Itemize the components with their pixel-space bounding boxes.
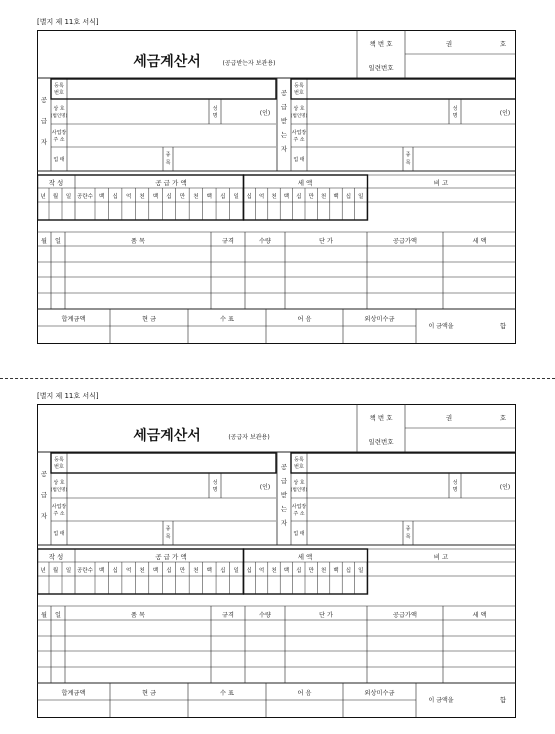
book-number-field[interactable] <box>406 405 515 428</box>
remarks-field[interactable] <box>369 563 515 593</box>
amount-column-header: 억 <box>125 568 132 574</box>
amount-column-header: 일 <box>358 194 364 200</box>
item-row-cell[interactable] <box>66 668 210 682</box>
item-row-cell[interactable] <box>368 652 442 666</box>
receiver-address-label: 사업장 <box>291 130 307 136</box>
amount-column-header: 만 <box>179 194 186 200</box>
serial-number-label: 일련번호 <box>368 438 394 446</box>
receiver-company-field[interactable] <box>308 100 448 123</box>
amount-column-header: 백 <box>152 194 159 200</box>
amount-column-header: 십 <box>220 194 226 200</box>
receiver-address-field[interactable] <box>308 499 514 520</box>
receiver-item-type-label: 종 <box>405 526 411 532</box>
receiver-address-field[interactable] <box>308 125 514 146</box>
item-row-cell[interactable] <box>444 263 515 276</box>
amount-column-header: 백 <box>206 194 212 200</box>
item-row-cell[interactable] <box>38 621 50 635</box>
receiver-reg-label: 등록 <box>294 83 304 89</box>
receiver-vertical-label: 급 <box>280 477 288 485</box>
receiver-name-label: 명 <box>452 113 458 119</box>
item-row-cell[interactable] <box>444 278 515 292</box>
receiver-company-label: 상 호 <box>293 480 305 486</box>
serial-number-label: 일련번호 <box>368 64 394 72</box>
item-row-cell[interactable] <box>368 621 442 635</box>
item-row-cell[interactable] <box>212 247 244 261</box>
item-row-cell[interactable] <box>444 668 515 682</box>
receiver-name-label: 성 <box>452 106 458 112</box>
amount-phrase: 이 금액을 <box>428 697 454 704</box>
item-row-cell[interactable] <box>38 278 50 292</box>
item-column-header: 규격 <box>222 612 234 619</box>
supplier-reg-number-field[interactable] <box>68 80 274 98</box>
amount-column-header: 백 <box>99 568 105 574</box>
supplier-company-label: (법인명) <box>50 114 68 119</box>
item-row-cell[interactable] <box>286 668 366 682</box>
serial-number-field[interactable] <box>406 55 515 78</box>
total-column-header: 외상미수금 <box>364 690 395 697</box>
item-column-header: 수량 <box>259 612 271 619</box>
item-column-header: 단 가 <box>319 612 333 619</box>
item-row-cell[interactable] <box>286 652 366 666</box>
item-row-cell[interactable] <box>66 247 210 261</box>
amount-column-header: 백 <box>152 568 159 574</box>
total-amount-field[interactable] <box>111 701 187 716</box>
copy-type: (공급자 보관용) <box>228 434 270 441</box>
supplier-item-type-label: 목 <box>165 534 171 540</box>
amount-column-header: 천 <box>320 194 327 200</box>
total-amount-field[interactable] <box>267 327 342 342</box>
item-row-cell[interactable] <box>52 652 64 666</box>
receiver-company-label: (법인명) <box>290 488 308 493</box>
tax-label: 세 액 <box>297 179 313 187</box>
amount-column-header: 백 <box>283 194 290 200</box>
amount-column-header: 일 <box>233 194 239 200</box>
invoice-sheet <box>37 404 516 724</box>
item-row-cell[interactable] <box>444 247 515 261</box>
supplier-company-field[interactable] <box>68 474 208 497</box>
total-column-header: 합계금액 <box>61 316 86 323</box>
supplier-address-label: 주 소 <box>53 511 65 517</box>
receiver-address-label: 사업장 <box>291 504 307 510</box>
item-row-cell[interactable] <box>246 294 284 308</box>
form-title: 세금계산서 <box>133 54 201 70</box>
item-row-cell[interactable] <box>368 278 442 292</box>
amount-column-header: 만 <box>308 194 314 200</box>
amount-column-header: 천 <box>320 568 327 574</box>
item-row-cell[interactable] <box>246 278 284 292</box>
supplier-item-type-label: 종 <box>165 152 171 158</box>
item-row-cell[interactable] <box>286 263 366 276</box>
item-row-cell[interactable] <box>212 621 244 635</box>
item-column-header: 품 목 <box>131 612 145 619</box>
item-row-cell[interactable] <box>52 247 64 261</box>
item-row-cell[interactable] <box>444 621 515 635</box>
serial-number-field[interactable] <box>406 429 515 452</box>
amount-column-header: 천 <box>271 194 277 200</box>
receiver-vertical-label: 공 <box>280 89 288 97</box>
amount-column-header: 백 <box>333 568 339 574</box>
amount-column-header: 년 <box>40 568 46 574</box>
total-amount-field[interactable] <box>344 327 415 342</box>
item-row-cell[interactable] <box>246 263 284 276</box>
amount-column-header: 억 <box>125 194 132 200</box>
item-row-cell[interactable] <box>52 294 64 308</box>
supplier-business-label: 업 태 <box>53 531 65 537</box>
supplier-vertical-label: 공 <box>40 470 48 478</box>
written-date-label: 작 성 <box>48 553 64 561</box>
amount-column-header: 년 <box>40 194 46 200</box>
amount-column-header: 억 <box>258 194 265 200</box>
item-row-cell[interactable] <box>444 637 515 650</box>
total-amount-field[interactable] <box>189 701 265 716</box>
item-column-header: 일 <box>55 612 61 619</box>
supplier-item-type-label: 목 <box>165 160 171 166</box>
supplier-business-label: 업 태 <box>53 157 65 163</box>
receiver-vertical-label: 자 <box>280 519 288 527</box>
item-row-cell[interactable] <box>66 294 210 308</box>
item-column-header: 세 액 <box>472 612 487 619</box>
supplier-address-label: 주 소 <box>53 137 65 143</box>
amount-column-header: 일 <box>65 568 72 574</box>
amount-digits-field[interactable] <box>38 577 367 593</box>
amount-column-header: 월 <box>52 194 59 200</box>
item-row-cell[interactable] <box>66 278 210 292</box>
amount-column-header: 백 <box>206 568 212 574</box>
remarks-label: 비 고 <box>433 553 449 561</box>
supplier-company-field[interactable] <box>68 100 208 123</box>
form-caption: [별지 제 11호 서식] <box>37 18 99 26</box>
item-row-cell[interactable] <box>246 652 284 666</box>
total-amount-field[interactable] <box>38 327 109 342</box>
amount-column-header: 월 <box>52 568 59 574</box>
receiver-company-label: (법인명) <box>290 114 308 119</box>
item-row-cell[interactable] <box>246 247 284 261</box>
receiver-name-label: 명 <box>452 487 458 493</box>
amount-column-header: 천 <box>139 568 145 574</box>
amount-column-header: 십 <box>345 568 352 574</box>
item-row-cell[interactable] <box>52 278 64 292</box>
supplier-name-label: 성 <box>212 480 218 486</box>
supplier-reg-label: 번호 <box>54 90 64 96</box>
supplier-name-label: 명 <box>212 487 218 493</box>
supplier-item-type-label: 종 <box>165 526 171 532</box>
amount-column-header: 십 <box>296 568 302 574</box>
receiver-seal-label: (인) <box>499 484 511 491</box>
amount-column-header: 만 <box>308 568 314 574</box>
amount-column-header: 십 <box>166 568 172 574</box>
total-column-header: 합계금액 <box>61 690 86 697</box>
item-row-cell[interactable] <box>38 247 50 261</box>
receiver-reg-number-field[interactable] <box>308 454 514 472</box>
item-row-cell[interactable] <box>38 637 50 650</box>
amount-column-header: 백 <box>99 194 105 200</box>
amount-column-header: 십 <box>246 568 252 574</box>
supplier-name-label: 성 <box>212 106 218 112</box>
receiver-name-label: 성 <box>452 480 458 486</box>
amount-column-header: 십 <box>345 194 352 200</box>
supplier-business-field[interactable] <box>68 522 162 544</box>
amount-column-header: 일 <box>65 194 72 200</box>
supplier-address-label: 사업장 <box>51 504 67 510</box>
amount-column-header: 십 <box>220 568 226 574</box>
amount-column-header: 백 <box>283 568 290 574</box>
supplier-vertical-label: 자 <box>40 138 48 146</box>
receiver-vertical-label: 받 <box>280 117 288 125</box>
receiver-name-field[interactable] <box>462 474 498 497</box>
remarks-label: 비 고 <box>433 179 449 187</box>
supplier-address-field[interactable] <box>68 125 274 146</box>
supplier-company-label: 상 호 <box>53 106 65 112</box>
total-column-header: 어 음 <box>297 690 312 697</box>
item-row-cell[interactable] <box>52 621 64 635</box>
amount-column-header: 십 <box>296 194 302 200</box>
receiver-vertical-label: 공 <box>280 463 288 471</box>
amount-column-header: 천 <box>139 194 145 200</box>
amount-column-header: 공란수 <box>77 194 93 200</box>
total-amount-field[interactable] <box>267 701 342 716</box>
item-column-header: 공급가액 <box>393 238 417 245</box>
item-column-header: 일 <box>55 238 61 245</box>
receiver-item-type-label: 종 <box>405 152 411 158</box>
item-row-cell[interactable] <box>444 652 515 666</box>
receiver-vertical-label: 자 <box>280 145 288 153</box>
amount-column-header: 만 <box>179 568 186 574</box>
receiver-vertical-label: 급 <box>280 103 288 111</box>
total-column-header: 수 표 <box>220 690 234 697</box>
supplier-name-field[interactable] <box>222 474 258 497</box>
item-row-cell[interactable] <box>212 637 244 650</box>
item-row-cell[interactable] <box>38 263 50 276</box>
item-row-cell[interactable] <box>212 652 244 666</box>
amount-column-header: 천 <box>193 194 199 200</box>
receiver-seal-label: (인) <box>499 110 511 117</box>
item-row-cell[interactable] <box>368 668 442 682</box>
amount-column-header: 천 <box>193 568 199 574</box>
form-title: 세금계산서 <box>133 428 201 444</box>
item-row-cell[interactable] <box>246 637 284 650</box>
item-row-cell[interactable] <box>246 668 284 682</box>
item-row-cell[interactable] <box>286 294 366 308</box>
receiver-business-field[interactable] <box>308 522 402 544</box>
item-row-cell[interactable] <box>212 263 244 276</box>
receiver-reg-label: 번호 <box>294 464 304 470</box>
amount-column-header: 억 <box>258 568 265 574</box>
item-column-header: 품 목 <box>131 238 145 245</box>
total-amount-field[interactable] <box>344 701 415 716</box>
item-row-cell[interactable] <box>38 294 50 308</box>
item-row-cell[interactable] <box>368 263 442 276</box>
tax-label: 세 액 <box>297 553 313 561</box>
supplier-name-field[interactable] <box>222 100 258 123</box>
total-column-header: 현 금 <box>142 316 156 323</box>
written-date-label: 작 성 <box>48 179 64 187</box>
supplier-business-field[interactable] <box>68 148 162 170</box>
supplier-item-type-field[interactable] <box>174 148 274 170</box>
supplier-vertical-label: 공 <box>40 96 48 104</box>
item-column-header: 규격 <box>222 238 234 245</box>
supplier-reg-number-field[interactable] <box>68 454 274 472</box>
supply-value-label: 공 급 가 액 <box>155 553 187 561</box>
item-row-cell[interactable] <box>212 278 244 292</box>
item-column-header: 단 가 <box>319 238 333 245</box>
receiver-business-label: 업 태 <box>293 157 305 163</box>
item-column-header: 세 액 <box>472 238 487 245</box>
supplier-reg-label: 등록 <box>54 83 64 89</box>
item-column-header: 공급가액 <box>393 612 417 619</box>
book-number-field[interactable] <box>406 31 515 54</box>
total-amount-field[interactable] <box>111 327 187 342</box>
item-row-cell[interactable] <box>52 668 64 682</box>
total-column-header: 현 금 <box>142 690 156 697</box>
receiver-item-type-field[interactable] <box>414 148 514 170</box>
supplier-company-label: (법인명) <box>50 488 68 493</box>
supplier-vertical-label: 급 <box>40 117 48 125</box>
remarks-field[interactable] <box>369 189 515 219</box>
invoice-sheet <box>37 30 516 350</box>
receiver-reg-label: 등록 <box>294 457 304 463</box>
item-row-cell[interactable] <box>286 247 366 261</box>
book-number-label: 책 번 호 <box>369 40 393 48</box>
copy-type: (공급받는자 보관용) <box>222 60 276 67</box>
book-number-label: 책 번 호 <box>369 414 393 422</box>
supplier-vertical-label: 자 <box>40 512 48 520</box>
total-column-header: 수 표 <box>220 316 234 323</box>
supplier-address-field[interactable] <box>68 499 274 520</box>
receiver-name-field[interactable] <box>462 100 498 123</box>
item-row-cell[interactable] <box>38 652 50 666</box>
supplier-reg-label: 등록 <box>54 457 64 463</box>
amount-column-header: 십 <box>112 568 118 574</box>
receipt-label: 함 <box>499 322 507 330</box>
receiver-item-type-field[interactable] <box>414 522 514 544</box>
amount-column-header: 백 <box>333 194 339 200</box>
item-row-cell[interactable] <box>38 668 50 682</box>
receiver-business-label: 업 태 <box>293 531 305 537</box>
supplier-name-label: 명 <box>212 113 218 119</box>
item-row-cell[interactable] <box>286 278 366 292</box>
receiver-reg-label: 번호 <box>294 90 304 96</box>
receiver-reg-number-field[interactable] <box>308 80 514 98</box>
receipt-label: 함 <box>499 696 507 704</box>
item-row-cell[interactable] <box>212 668 244 682</box>
item-column-header: 월 <box>41 612 47 619</box>
receiver-address-label: 주 소 <box>293 511 305 517</box>
receiver-item-type-label: 목 <box>405 160 411 166</box>
item-column-header: 수량 <box>259 238 271 245</box>
total-column-header: 외상미수금 <box>364 316 395 323</box>
item-row-cell[interactable] <box>66 637 210 650</box>
supplier-vertical-label: 급 <box>40 491 48 499</box>
item-row-cell[interactable] <box>246 621 284 635</box>
amount-phrase: 이 금액을 <box>428 323 454 330</box>
amount-column-header: 천 <box>271 568 277 574</box>
amount-column-header: 십 <box>246 194 252 200</box>
supplier-seal-label: (인) <box>259 484 271 491</box>
receiver-address-label: 주 소 <box>293 137 305 143</box>
item-row-cell[interactable] <box>444 294 515 308</box>
amount-column-header: 십 <box>166 194 172 200</box>
item-row-cell[interactable] <box>52 637 64 650</box>
supplier-reg-label: 번호 <box>54 464 64 470</box>
cut-line <box>0 378 555 379</box>
receiver-item-type-label: 목 <box>405 534 411 540</box>
receiver-vertical-label: 는 <box>280 505 288 513</box>
supply-value-label: 공 급 가 액 <box>155 179 187 187</box>
amount-digits-field[interactable] <box>38 203 367 219</box>
item-row-cell[interactable] <box>52 263 64 276</box>
item-row-cell[interactable] <box>66 621 210 635</box>
item-row-cell[interactable] <box>66 652 210 666</box>
receiver-company-field[interactable] <box>308 474 448 497</box>
item-row-cell[interactable] <box>212 294 244 308</box>
item-row-cell[interactable] <box>368 247 442 261</box>
item-column-header: 월 <box>41 238 47 245</box>
item-row-cell[interactable] <box>368 294 442 308</box>
amount-column-header: 일 <box>358 568 364 574</box>
total-column-header: 어 음 <box>297 316 312 323</box>
amount-column-header: 십 <box>112 194 118 200</box>
receiver-vertical-label: 받 <box>280 491 288 499</box>
item-row-cell[interactable] <box>368 637 442 650</box>
amount-column-header: 일 <box>233 568 239 574</box>
amount-column-header: 공란수 <box>77 568 93 574</box>
item-row-cell[interactable] <box>66 263 210 276</box>
supplier-item-type-field[interactable] <box>174 522 274 544</box>
supplier-company-label: 상 호 <box>53 480 65 486</box>
item-row-cell[interactable] <box>286 621 366 635</box>
receiver-vertical-label: 는 <box>280 131 288 139</box>
supplier-seal-label: (인) <box>259 110 271 117</box>
total-amount-field[interactable] <box>189 327 265 342</box>
supplier-address-label: 사업장 <box>51 130 67 136</box>
item-row-cell[interactable] <box>286 637 366 650</box>
receiver-business-field[interactable] <box>308 148 402 170</box>
receiver-company-label: 상 호 <box>293 106 305 112</box>
form-caption: [별지 제 11호 서식] <box>37 392 99 400</box>
total-amount-field[interactable] <box>38 701 109 716</box>
